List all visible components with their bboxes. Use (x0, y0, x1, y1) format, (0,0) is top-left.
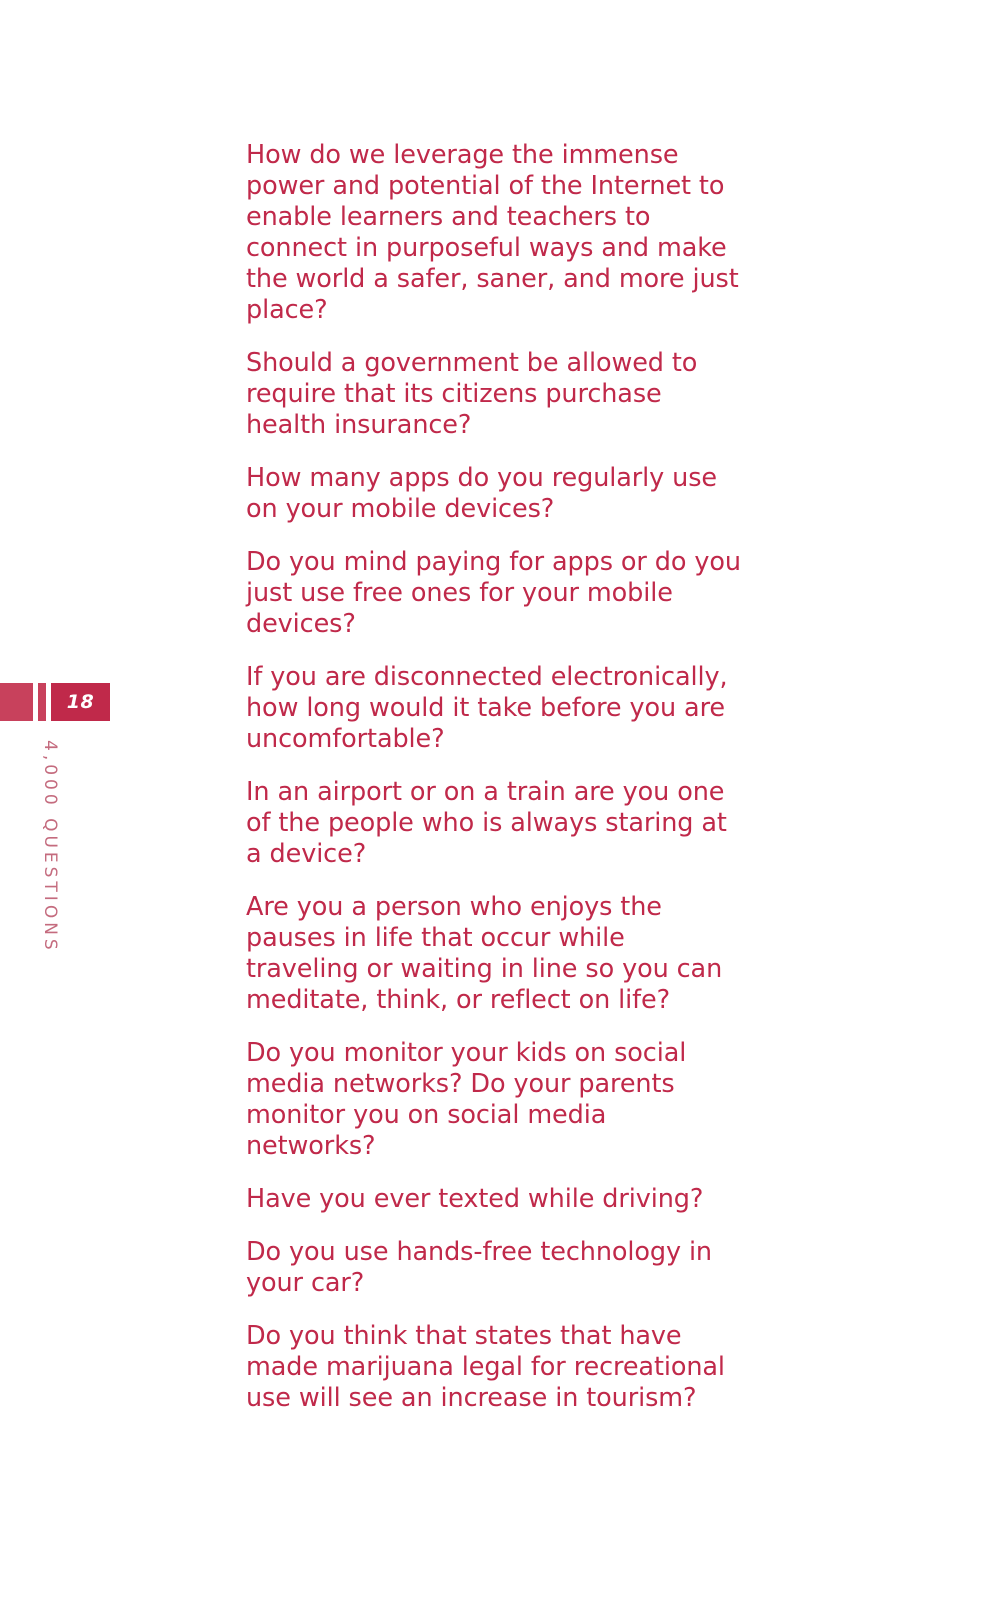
question-item: How many apps do you regularly use on your mobile devices? (246, 463, 717, 524)
question-item: Are you a person who enjoys the pauses in life that occur while traveling or waiting in line so you can meditate, think, or reflect on life? (246, 892, 723, 1015)
page-number: 18 (51, 683, 110, 721)
question-list (246, 140, 741, 1414)
question-item: Do you monitor your kids on social media networks? Do your parents monitor you on social media networks? (246, 1038, 687, 1161)
question-item: In an airport or on a train are you one of the people who is always staring at a device? (246, 777, 727, 869)
question-item: If you are disconnected electronically, how long would it take before you are uncomfortable? (246, 662, 728, 754)
tab-bar-segment-1 (0, 683, 33, 721)
question-item: Do you use hands-free technology in your car? (246, 1237, 712, 1298)
page-marker-tab (0, 683, 110, 721)
question-item: Do you mind paying for apps or do you just use free ones for your mobile devices? (246, 547, 741, 639)
question-item: Do you think that states that have made marijuana legal for recreational use will see an increase in tourism? (246, 1321, 725, 1413)
question-item: Should a government be allowed to require that its citizens purchase health insurance? (246, 348, 698, 440)
question-item: How do we leverage the immense power and potential of the Internet to enable learners and teachers to connect in purposeful ways and make the world a safer, saner, and more just place? (246, 140, 739, 325)
tab-bar-segment-2 (38, 683, 46, 721)
running-head: 4,000 QUESTIONS (40, 740, 60, 954)
question-item: Have you ever texted while driving? (246, 1184, 704, 1214)
